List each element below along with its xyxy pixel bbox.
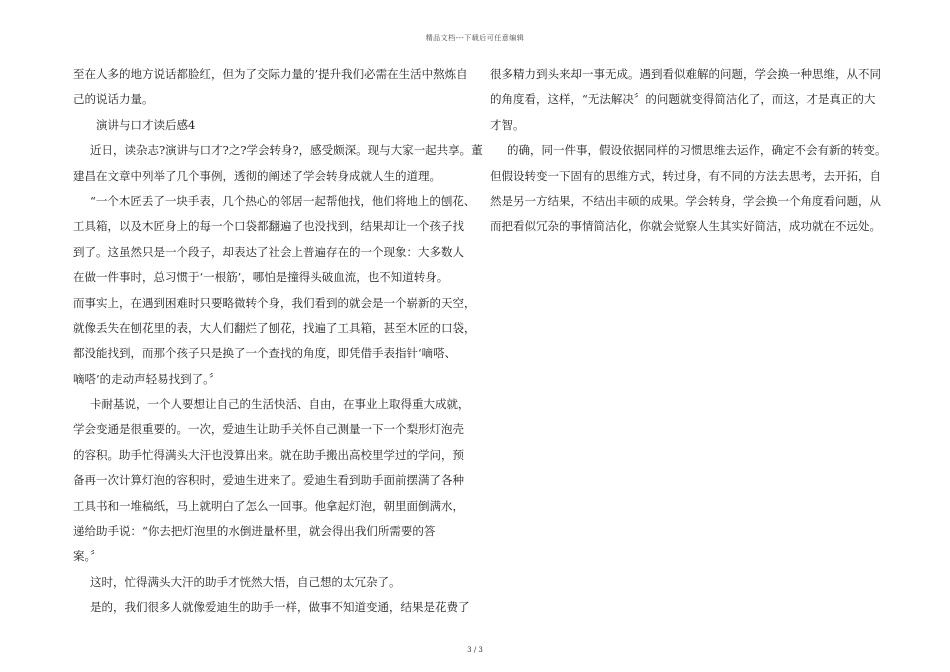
right-column bbox=[490, 62, 887, 240]
text-line: “一个木匠丢了一块手表，几个热心的邻居一起帮他找，他们将地上的刨花、 bbox=[90, 193, 476, 208]
text-line: 工具书和一堆稿纸，马上就明白了怎么一回事。他拿起灯泡，朝里面倒满水， bbox=[73, 498, 464, 513]
text-line: 而事实上，在遇到困难时只要略微转个身，我们看到的就会是一个崭新的天空， bbox=[73, 295, 476, 310]
text-line: 的确，同一件事，假设依据同样的习惯思维去运作，确定不会有新的转变。 bbox=[507, 143, 887, 158]
text-line: 卡耐基说，一个人要想让自己的生活快活、自由，在事业上取得重大成就， bbox=[90, 397, 470, 412]
text-line: 嘀嗒’的走动声轻易找到了。〞 bbox=[73, 371, 221, 386]
text-line: 但假设转变一下固有的思维方式，转过身，有不同的方法去思考，去开拓，自 bbox=[490, 168, 881, 183]
text-line: 然是另一方结果，不结出丰硕的成果。学会转身，学会换一个角度看问题，从 bbox=[490, 193, 881, 208]
text-line: 到了。这虽然只是一个段子，却表达了社会上普遍存在的一个现象：大多数人 bbox=[73, 244, 464, 259]
text-line: 才智。 bbox=[490, 117, 525, 132]
left-column bbox=[73, 62, 483, 621]
text-line: 很多精力到头来却一事无成。遇到看似难解的问题，学会换一种思维，从不同 bbox=[490, 67, 881, 81]
text-line: 案。〞 bbox=[73, 549, 102, 564]
text-line: 的角度看，这样，“无法解决〞的问题就变得简洁化了，而这，才是真正的大 bbox=[490, 92, 876, 107]
text-line: 近日，读杂志?演讲与口才?之?学会转身?，感受颇深。现与大家一起共享。董 bbox=[90, 143, 483, 158]
text-line: 这时，忙得满头大汗的助手才恍然大悟，自己想的太冗杂了。 bbox=[90, 574, 401, 589]
text-line: 至在人多的地方说话都脸红，但为了交际力量的’提升我们必需在生活中熬炼自 bbox=[73, 67, 468, 81]
text-line: 的容积。助手忙得满头大汗也没算出来。就在助手搬出高校里学过的学问，预 bbox=[73, 447, 464, 462]
text-line: 就像丢失在刨花里的表，大人们翻烂了刨花，找遍了工具箱，甚至木匠的口袋， bbox=[73, 320, 476, 335]
text-line: 建昌在文章中列举了几个事例，透彻的阐述了学会转身成就人生的道理。 bbox=[73, 168, 441, 183]
text-line: 是的，我们很多人就像爱迪生的助手一样，做事不知道变通，结果是花费了 bbox=[90, 600, 470, 615]
text-line: 备再一次计算灯泡的容积时，爱迪生进来了。爱迪生看到助手面前摆满了各种 bbox=[73, 473, 464, 488]
page-header: 精品文档---下载后可任意编辑 bbox=[425, 34, 525, 42]
text-line: 学会变通是很重要的。一次，爱迪生让助手关怀自己测量一下一个梨形灯泡壳 bbox=[73, 422, 464, 437]
text-line: 而把看似冗杂的事情简洁化，你就会觉察人生其实好简洁，成功就在不远处。 bbox=[490, 219, 881, 234]
section-heading: 演讲与口才读后感4 bbox=[96, 117, 196, 132]
text-line: 己的说话力量。 bbox=[73, 92, 154, 107]
page-number: 3 / 3 bbox=[467, 646, 483, 654]
text-line: 工具箱，以及木匠身上的每一个口袋都翻遍了也没找到，结果却让一个孩子找 bbox=[73, 219, 464, 234]
text-line: 在做一件事时，总习惯于‘一根筋’，哪怕是撞得头破血流，也不知道转身。 bbox=[73, 270, 449, 285]
text-line: 递给助手说：“你去把灯泡里的水倒进量杯里，就会得出我们所需要的答 bbox=[73, 524, 436, 539]
text-line: 都没能找到，而那个孩子只是换了一个查找的角度，即凭借手表指针‘嘀嗒、 bbox=[73, 346, 457, 361]
